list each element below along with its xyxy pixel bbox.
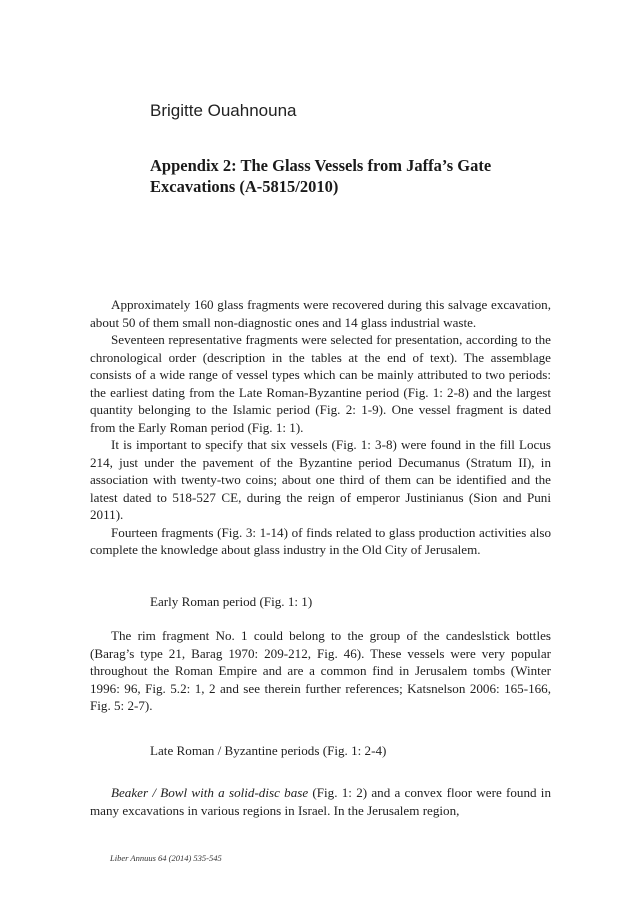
section-heading-early-roman: Early Roman period (Fig. 1: 1) — [150, 594, 313, 609]
title-line-1: Appendix 2: The Glass Vessels from Jaffa’s Gate — [150, 156, 492, 175]
paragraph-rest: (Fig. 1: 2) and a convex floor were found in many excavations in various regions in Israel. In the Jerusalem region, — [90, 785, 551, 818]
section-heading-late-roman: Late Roman / Byzantine periods (Fig. 1: 2-4) — [150, 743, 387, 758]
section-text-early-roman — [90, 627, 551, 715]
section-paragraph — [90, 784, 551, 819]
intro-text — [90, 296, 551, 559]
journal-footer: Liber Annuus 64 (2014) 535-545 — [110, 853, 222, 863]
article-title — [150, 155, 550, 197]
intro-paragraph: Approximately 160 glass fragments were recovered during this salvage excavation, about 50 of them small non-diagnostic ones and 14 glass industrial waste. — [90, 297, 551, 330]
intro-paragraph: It is important to specify that six vessels (Fig. 1: 3-8) were found in the fill Locus 214, just under the pavement of the Byzantine period Decumanus (Stratum II), in association with twenty-two coins; about one third of them can be identified and the latest dated to 518-527 CE, during the reign of emperor Justinianus (Sion and Puni 2011). — [90, 437, 551, 522]
intro-paragraph: Seventeen representative fragments were selected for presentation, according to the chronological order (description in the tables at the end of text). The assemblage consists of a wide range of vessel types which can be mainly attributed to two periods: the earliest dating from the Late Roman-Byzantine period (Fig. 1: 2-8) and the largest quantity belonging to the Islamic period (Fig. 2: 1-9). One vessel fragment is dated from the Early Roman period (Fig. 1: 1). — [90, 332, 551, 435]
italic-lead: Beaker / Bowl with a solid-disc base — [111, 785, 309, 800]
author-name: Brigitte Ouahnouna — [150, 101, 297, 120]
section-paragraph: The rim fragment No. 1 could belong to the group of the candeslstick bottles (Barag’s type 21, Barag 1970: 209-212, Fig. 46). These vessels were very popular throughout the Roman Empire and are a common find in Jerusalem tombs (Winter 1996: 96, Fig. 5.2: 1, 2 and see therein further references; Katsnelson 2006: 165-166, Fig. 5: 2-7). — [90, 628, 551, 713]
section-text-late-roman — [90, 784, 551, 819]
intro-paragraph: Fourteen fragments (Fig. 3: 1-14) of finds related to glass production activities also complete the knowledge about glass industry in the Old City of Jerusalem. — [90, 524, 551, 557]
title-line-2: Excavations (A-5815/2010) — [150, 177, 339, 196]
